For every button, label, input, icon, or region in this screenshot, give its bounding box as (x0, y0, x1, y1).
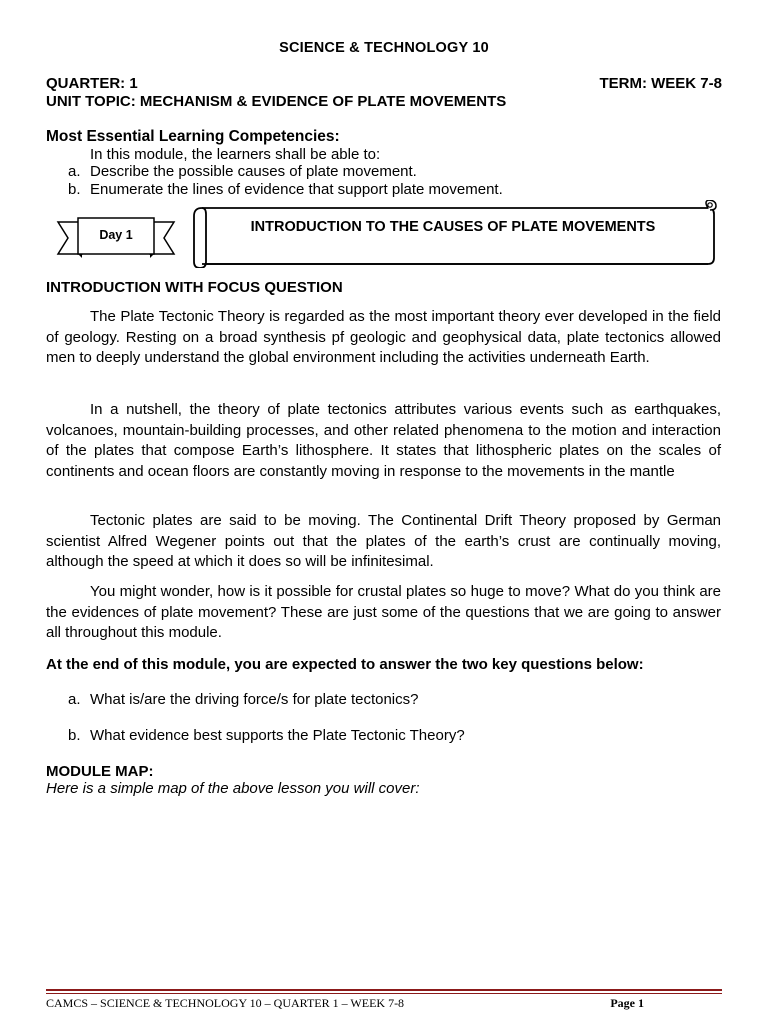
footer-divider (46, 993, 722, 994)
melc-heading: Most Essential Learning Competencies: (46, 128, 340, 145)
list-item (68, 727, 465, 744)
paragraph: You might wonder, how is it possible for crustal plates so huge to move? What do you think are the evidences of plate movement? These are just some of the questions that we are going to answer all throughout this module. (46, 583, 721, 641)
list-text: What is/are the driving force/s for plate tectonics? (90, 691, 419, 708)
paragraph: Tectonic plates are said to be moving. The Continental Drift Theory proposed by German scientist Alfred Wegener points out that the plates of the earth’s crust are continually moving, although the speed at which it does so will be infinitesimal. (46, 512, 721, 570)
banner-title: INTRODUCTION TO THE CAUSES OF PLATE MOVEMENTS (250, 219, 656, 235)
paragraph: The Plate Tectonic Theory is regarded as the most important theory ever developed in the field of geology. Resting on a broad synthesis pf geologic and geophysical data, plate tectonics allowed men to deeply understand the global environment including the activities underneath Earth. (46, 308, 721, 366)
module-map-heading: MODULE MAP: (46, 763, 154, 780)
paragraph: In a nutshell, the theory of plate tectonics attributes various events such as earthquakes, volcanoes, mountain-building processes, and other related phenomena to the motion and interaction of the plates that compose Earth’s lithosphere. It states that lithospheric plates on the scales of continents and ocean floors are constantly moving in response to the movements in the mantle (46, 401, 721, 480)
key-questions-heading: At the end of this module, you are expected to answer the two key questions below: (46, 656, 644, 673)
list-item (68, 181, 503, 199)
unit-topic: UNIT TOPIC: MECHANISM & EVIDENCE OF PLATE MOVEMENTS (46, 93, 507, 110)
quarter-label: QUARTER: 1 (46, 75, 138, 92)
day-label: Day 1 (99, 228, 133, 242)
list-letter: b. (68, 727, 81, 744)
key-question-item (68, 691, 418, 708)
intro-heading: INTRODUCTION WITH FOCUS QUESTION (46, 279, 343, 296)
list-item (68, 163, 503, 181)
key-question-item (68, 727, 465, 744)
footer-divider (46, 989, 722, 991)
list-text: Enumerate the lines of evidence that support plate movement. (90, 181, 503, 198)
melc-list (68, 163, 503, 199)
page-number: Page 1 (610, 996, 644, 1010)
list-item (68, 691, 418, 708)
list-letter: a. (68, 163, 81, 180)
list-letter: a. (68, 691, 81, 708)
day-ribbon-banner (56, 212, 176, 264)
list-text: What evidence best supports the Plate Tectonic Theory? (90, 727, 465, 744)
melc-intro: In this module, the learners shall be able to: (90, 146, 381, 163)
quarter-term-row (46, 75, 722, 92)
list-letter: b. (68, 181, 81, 198)
term-label: TERM: WEEK 7-8 (599, 75, 722, 92)
document-title: SCIENCE & TECHNOLOGY 10 (279, 40, 489, 56)
list-text: Describe the possible causes of plate movement. (90, 163, 417, 180)
footer-text: CAMCS – SCIENCE & TECHNOLOGY 10 – QUARTER 1 – WEEK 7-8 (46, 996, 405, 1010)
module-map-subtitle: Here is a simple map of the above lesson you will cover: (46, 780, 420, 797)
page-footer (46, 996, 722, 1011)
